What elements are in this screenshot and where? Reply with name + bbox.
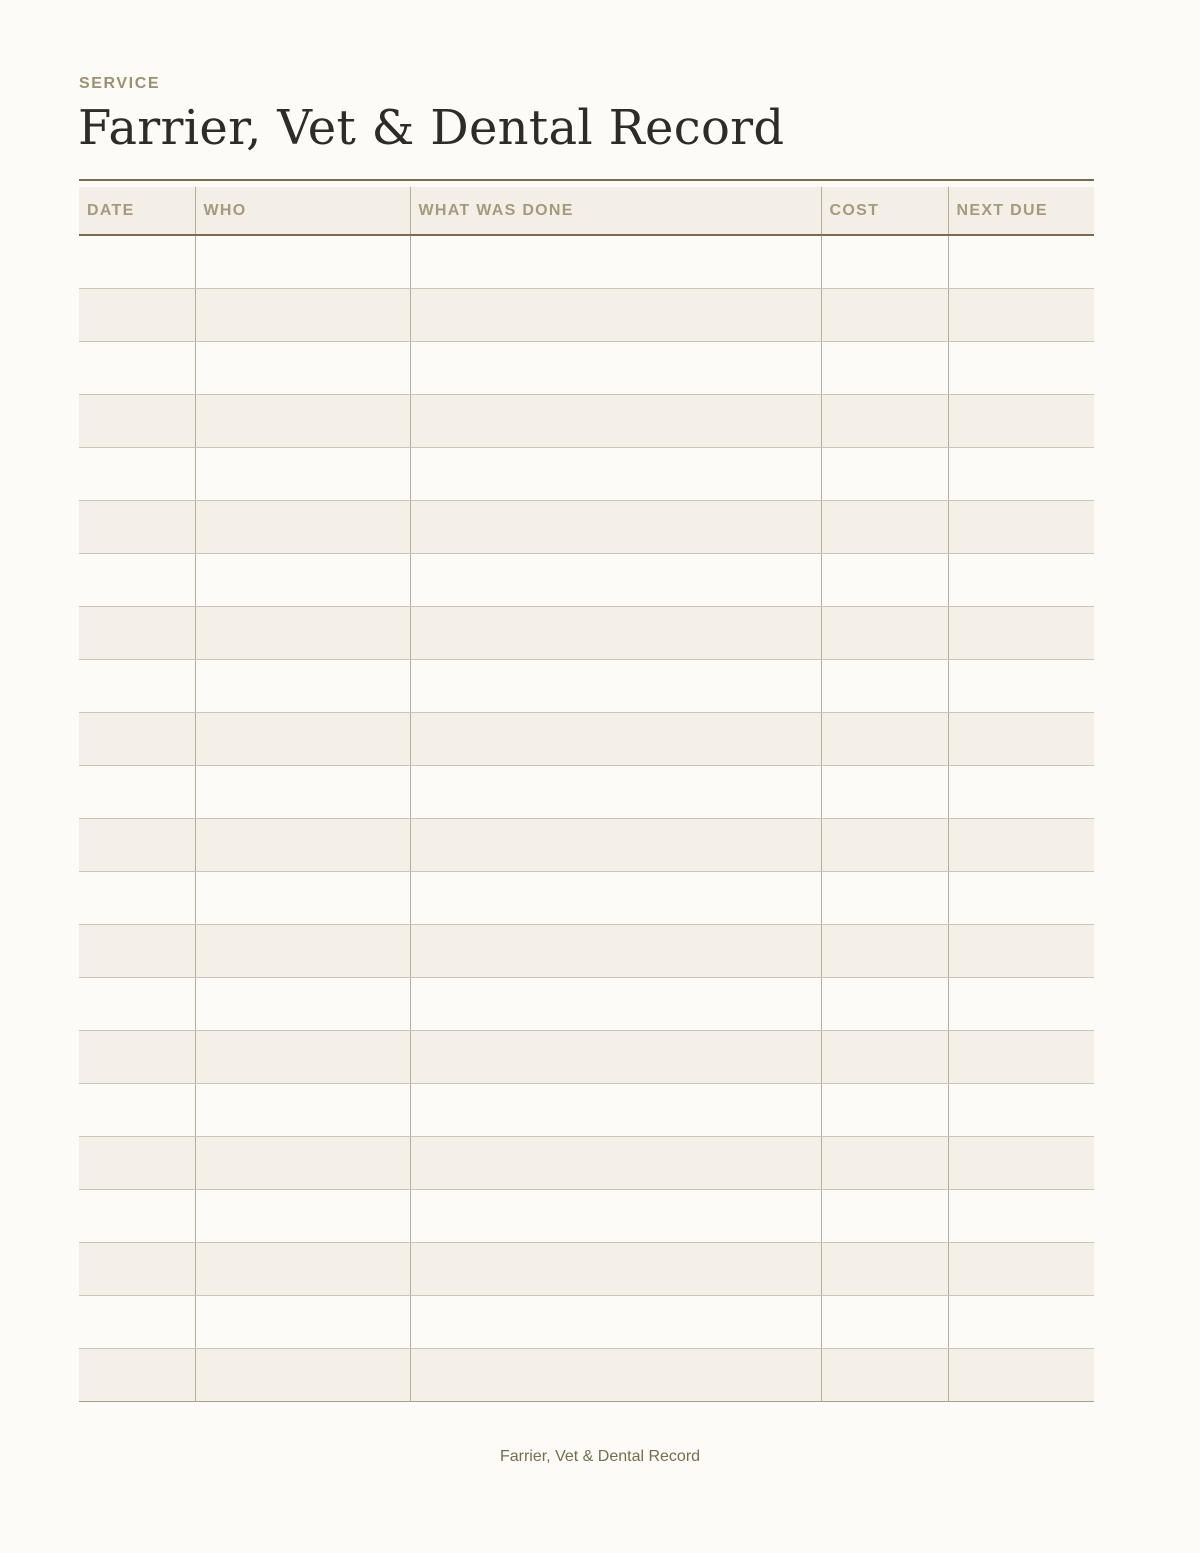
who-cell[interactable] — [195, 1243, 410, 1296]
date-cell[interactable] — [79, 235, 195, 289]
date-cell[interactable] — [79, 395, 195, 448]
table-row — [79, 713, 1094, 766]
what-was-done-cell[interactable] — [410, 1031, 821, 1084]
cost-cell[interactable] — [821, 819, 948, 872]
what-was-done-cell[interactable] — [410, 1243, 821, 1296]
table-row — [79, 554, 1094, 607]
cost-cell[interactable] — [821, 289, 948, 342]
date-cell[interactable] — [79, 1349, 195, 1402]
cost-cell[interactable] — [821, 501, 948, 554]
what-was-done-cell[interactable] — [410, 713, 821, 766]
table-row — [79, 342, 1094, 395]
what-was-done-cell[interactable] — [410, 448, 821, 501]
next-due-cell[interactable] — [948, 1084, 1094, 1137]
cost-cell[interactable] — [821, 342, 948, 395]
table-header-row — [79, 187, 1094, 235]
next-due-cell[interactable] — [948, 978, 1094, 1031]
next-due-cell[interactable] — [948, 289, 1094, 342]
who-cell[interactable] — [195, 235, 410, 289]
date-cell[interactable] — [79, 1296, 195, 1349]
table-row — [79, 925, 1094, 978]
cost-cell[interactable] — [821, 554, 948, 607]
what-was-done-cell[interactable] — [410, 235, 821, 289]
next-due-cell[interactable] — [948, 819, 1094, 872]
what-was-done-cell[interactable] — [410, 1296, 821, 1349]
cost-cell[interactable] — [821, 1243, 948, 1296]
table-row — [79, 1190, 1094, 1243]
title-divider — [79, 179, 1094, 181]
next-due-cell[interactable] — [948, 1137, 1094, 1190]
date-cell[interactable] — [79, 1031, 195, 1084]
table-row — [79, 660, 1094, 713]
date-cell[interactable] — [79, 342, 195, 395]
cost-cell[interactable] — [821, 766, 948, 819]
what-was-done-cell[interactable] — [410, 925, 821, 978]
table-body — [79, 235, 1094, 1402]
cost-cell[interactable] — [821, 1296, 948, 1349]
next-due-cell[interactable] — [948, 235, 1094, 289]
column-header-cost: COST — [821, 187, 948, 235]
what-was-done-cell[interactable] — [410, 395, 821, 448]
what-was-done-cell[interactable] — [410, 819, 821, 872]
what-was-done-cell[interactable] — [410, 660, 821, 713]
what-was-done-cell[interactable] — [410, 554, 821, 607]
what-was-done-cell[interactable] — [410, 872, 821, 925]
next-due-cell[interactable] — [948, 554, 1094, 607]
table-row — [79, 978, 1094, 1031]
next-due-cell[interactable] — [948, 766, 1094, 819]
table-row — [79, 1137, 1094, 1190]
date-cell[interactable] — [79, 766, 195, 819]
cost-cell[interactable] — [821, 1084, 948, 1137]
cost-cell[interactable] — [821, 660, 948, 713]
date-cell[interactable] — [79, 289, 195, 342]
next-due-cell[interactable] — [948, 395, 1094, 448]
cost-cell[interactable] — [821, 1190, 948, 1243]
column-header-date: DATE — [79, 187, 195, 235]
table-row — [79, 819, 1094, 872]
table-row — [79, 501, 1094, 554]
page-title: Farrier, Vet & Dental Record — [78, 100, 785, 156]
page-footer: Farrier, Vet & Dental Record — [499, 1448, 701, 1465]
who-cell[interactable] — [195, 1190, 410, 1243]
date-cell[interactable] — [79, 713, 195, 766]
cost-cell[interactable] — [821, 448, 948, 501]
table-row — [79, 766, 1094, 819]
cost-cell[interactable] — [821, 925, 948, 978]
what-was-done-cell[interactable] — [410, 1137, 821, 1190]
date-cell[interactable] — [79, 925, 195, 978]
what-was-done-cell[interactable] — [410, 501, 821, 554]
table-row — [79, 1031, 1094, 1084]
table-row — [79, 1296, 1094, 1349]
what-was-done-cell[interactable] — [410, 978, 821, 1031]
cost-cell[interactable] — [821, 872, 948, 925]
table-row — [79, 395, 1094, 448]
who-cell[interactable] — [195, 289, 410, 342]
next-due-cell[interactable] — [948, 1031, 1094, 1084]
who-cell[interactable] — [195, 1349, 410, 1402]
table-row — [79, 448, 1094, 501]
cost-cell[interactable] — [821, 395, 948, 448]
who-cell[interactable] — [195, 872, 410, 925]
table-row — [79, 1349, 1094, 1402]
table-row — [79, 607, 1094, 660]
who-cell[interactable] — [195, 660, 410, 713]
column-header-what-was-done: WHAT WAS DONE — [410, 187, 821, 235]
next-due-cell[interactable] — [948, 1296, 1094, 1349]
who-cell[interactable] — [195, 713, 410, 766]
next-due-cell[interactable] — [948, 1349, 1094, 1402]
next-due-cell[interactable] — [948, 448, 1094, 501]
date-cell[interactable] — [79, 1137, 195, 1190]
table-row — [79, 872, 1094, 925]
table-row — [79, 235, 1094, 289]
what-was-done-cell[interactable] — [410, 1190, 821, 1243]
cost-cell[interactable] — [821, 1137, 948, 1190]
cost-cell[interactable] — [821, 607, 948, 660]
who-cell[interactable] — [195, 395, 410, 448]
date-cell[interactable] — [79, 978, 195, 1031]
section-eyebrow: SERVICE — [79, 75, 161, 92]
date-cell[interactable] — [79, 660, 195, 713]
next-due-cell[interactable] — [948, 713, 1094, 766]
who-cell[interactable] — [195, 766, 410, 819]
cost-cell[interactable] — [821, 1349, 948, 1402]
table-row — [79, 1243, 1094, 1296]
who-cell[interactable] — [195, 819, 410, 872]
who-cell[interactable] — [195, 925, 410, 978]
date-cell[interactable] — [79, 448, 195, 501]
cost-cell[interactable] — [821, 1031, 948, 1084]
who-cell[interactable] — [195, 1296, 410, 1349]
table-row — [79, 1084, 1094, 1137]
who-cell[interactable] — [195, 978, 410, 1031]
column-header-next-due: NEXT DUE — [948, 187, 1094, 235]
date-cell[interactable] — [79, 501, 195, 554]
who-cell[interactable] — [195, 1084, 410, 1137]
table-row — [79, 289, 1094, 342]
what-was-done-cell[interactable] — [410, 607, 821, 660]
next-due-cell[interactable] — [948, 872, 1094, 925]
date-cell[interactable] — [79, 1084, 195, 1137]
date-cell[interactable] — [79, 1243, 195, 1296]
what-was-done-cell[interactable] — [410, 1349, 821, 1402]
service-record-table — [79, 187, 1094, 1402]
what-was-done-cell[interactable] — [410, 766, 821, 819]
column-header-who: WHO — [195, 187, 410, 235]
date-cell[interactable] — [79, 1190, 195, 1243]
what-was-done-cell[interactable] — [410, 1084, 821, 1137]
who-cell[interactable] — [195, 501, 410, 554]
next-due-cell[interactable] — [948, 607, 1094, 660]
next-due-cell[interactable] — [948, 342, 1094, 395]
date-cell[interactable] — [79, 607, 195, 660]
date-cell[interactable] — [79, 554, 195, 607]
who-cell[interactable] — [195, 1137, 410, 1190]
date-cell[interactable] — [79, 819, 195, 872]
what-was-done-cell[interactable] — [410, 342, 821, 395]
cost-cell[interactable] — [821, 713, 948, 766]
next-due-cell[interactable] — [948, 501, 1094, 554]
next-due-cell[interactable] — [948, 1243, 1094, 1296]
who-cell[interactable] — [195, 342, 410, 395]
date-cell[interactable] — [79, 872, 195, 925]
who-cell[interactable] — [195, 448, 410, 501]
cost-cell[interactable] — [821, 235, 948, 289]
next-due-cell[interactable] — [948, 925, 1094, 978]
what-was-done-cell[interactable] — [410, 289, 821, 342]
next-due-cell[interactable] — [948, 1190, 1094, 1243]
next-due-cell[interactable] — [948, 660, 1094, 713]
who-cell[interactable] — [195, 554, 410, 607]
who-cell[interactable] — [195, 607, 410, 660]
who-cell[interactable] — [195, 1031, 410, 1084]
cost-cell[interactable] — [821, 978, 948, 1031]
